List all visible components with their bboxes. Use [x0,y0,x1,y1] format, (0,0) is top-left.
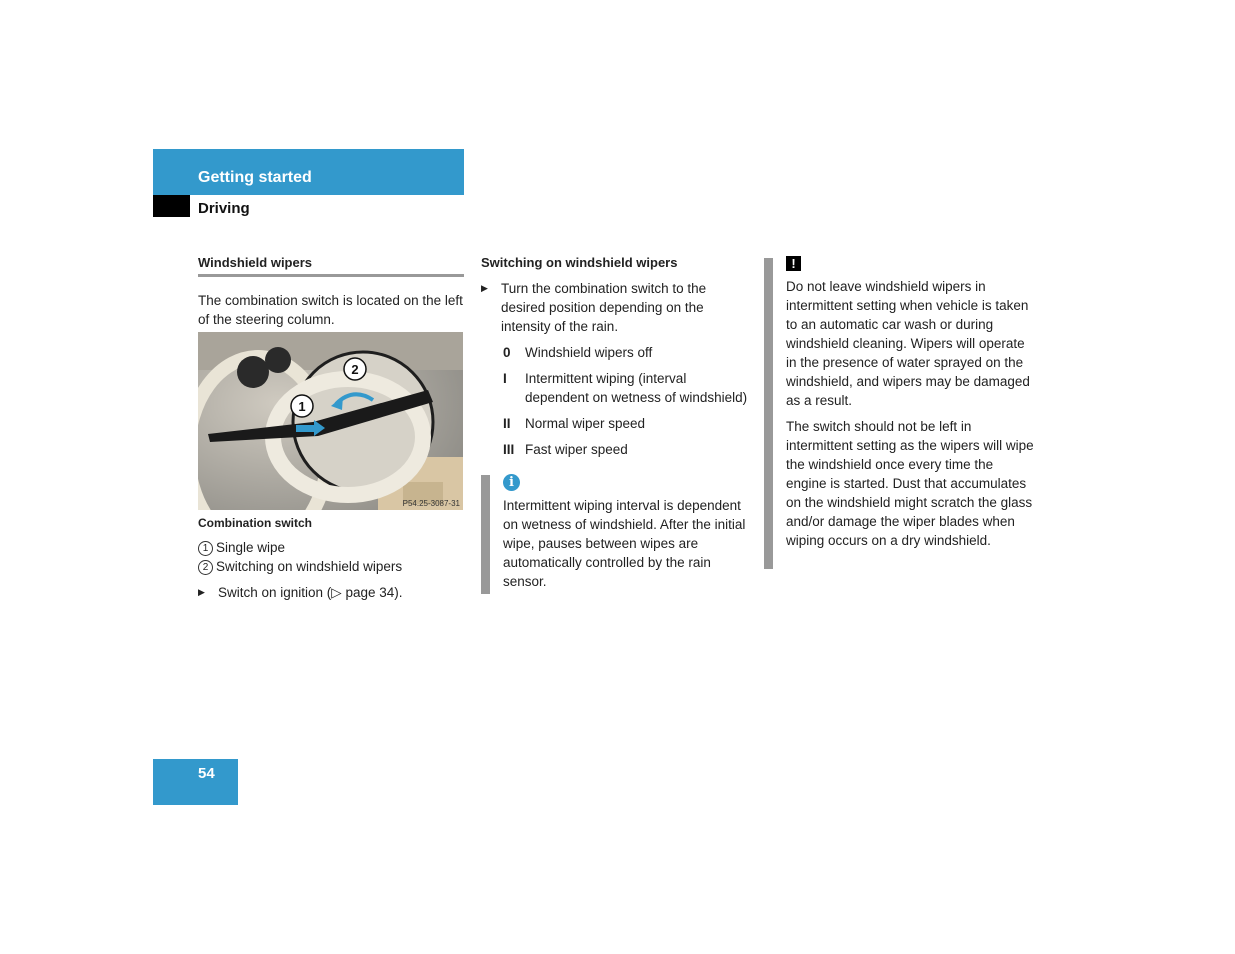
positions-list [481,343,749,459]
heading-windshield-wipers: Windshield wipers [198,255,313,270]
callout-number: 1 [198,541,213,556]
position-item [503,369,749,407]
callout-item [198,557,464,576]
column-1 [198,253,464,329]
bullet-triangle-icon: ▶ [198,587,205,597]
subsection-title: Driving [198,200,250,217]
figure-code: P54.25-3087-31 [402,499,460,508]
column-1-lower [198,514,464,602]
position-text: Intermittent wiping (interval dependent on wetness of windshield) [525,371,748,405]
heading-rule [198,274,464,277]
page-number: 54 [198,765,215,782]
position-item [503,414,749,433]
warning-box [786,256,1034,550]
combination-switch-illustration [198,332,463,510]
bullet-triangle-icon: ▶ [481,283,488,293]
position-item [503,343,749,362]
info-text: Intermittent wiping interval is dependent on wetness of windshield. After the initial wipe, pauses between wipes are automatically controlled by the rain sensor. [503,498,746,589]
position-key: 0 [503,345,511,360]
info-icon: i [503,474,520,491]
svg-text:1: 1 [298,399,306,414]
intro-text: The combination switch is located on the left of the steering column. [198,293,463,327]
svg-text:2: 2 [351,362,359,377]
heading-switching-on: Switching on windshield wipers [481,255,678,270]
position-item [503,440,749,459]
step-text: Switch on ignition (▷ page 34). [218,585,403,600]
callout-text: Switching on windshield wipers [216,559,403,574]
position-key: III [503,442,515,457]
column-2 [481,253,749,466]
step-item [198,583,464,602]
position-text: Normal wiper speed [525,416,646,431]
section-title: Getting started [198,169,312,186]
subsection-marker [153,195,190,217]
warning-paragraph-1: Do not leave windshield wipers in intermittent setting when vehicle is taken to an automatic car wash or during windshield cleaning. Wipers will operate in the presence of water sprayed on the windshield, and wipers may be damaged as a result. [786,279,1030,408]
step-text: Turn the combination switch to the desired position depending on the intensity of the rain. [501,281,707,334]
page-number-box [153,759,238,805]
position-text: Windshield wipers off [525,345,653,360]
figure-caption: Combination switch [198,516,312,530]
exclamation-icon: ! [786,256,801,271]
callout-item [198,538,464,557]
info-side-bar [481,475,490,594]
info-box [503,474,749,591]
position-key: I [503,371,507,386]
step-item [481,279,749,336]
callout-text: Single wipe [216,540,286,555]
position-text: Fast wiper speed [525,442,628,457]
warning-side-bar [764,258,773,569]
callout-number: 2 [198,560,213,575]
position-key: II [503,416,511,431]
warning-paragraph-2: The switch should not be left in intermittent setting as the wipers will wipe the windshield once every time the engine is started. Dust that accumulates on the windshield might scratch the glass and/or damage the wiper blades when wiping occurs on a dry windshield. [786,419,1034,548]
